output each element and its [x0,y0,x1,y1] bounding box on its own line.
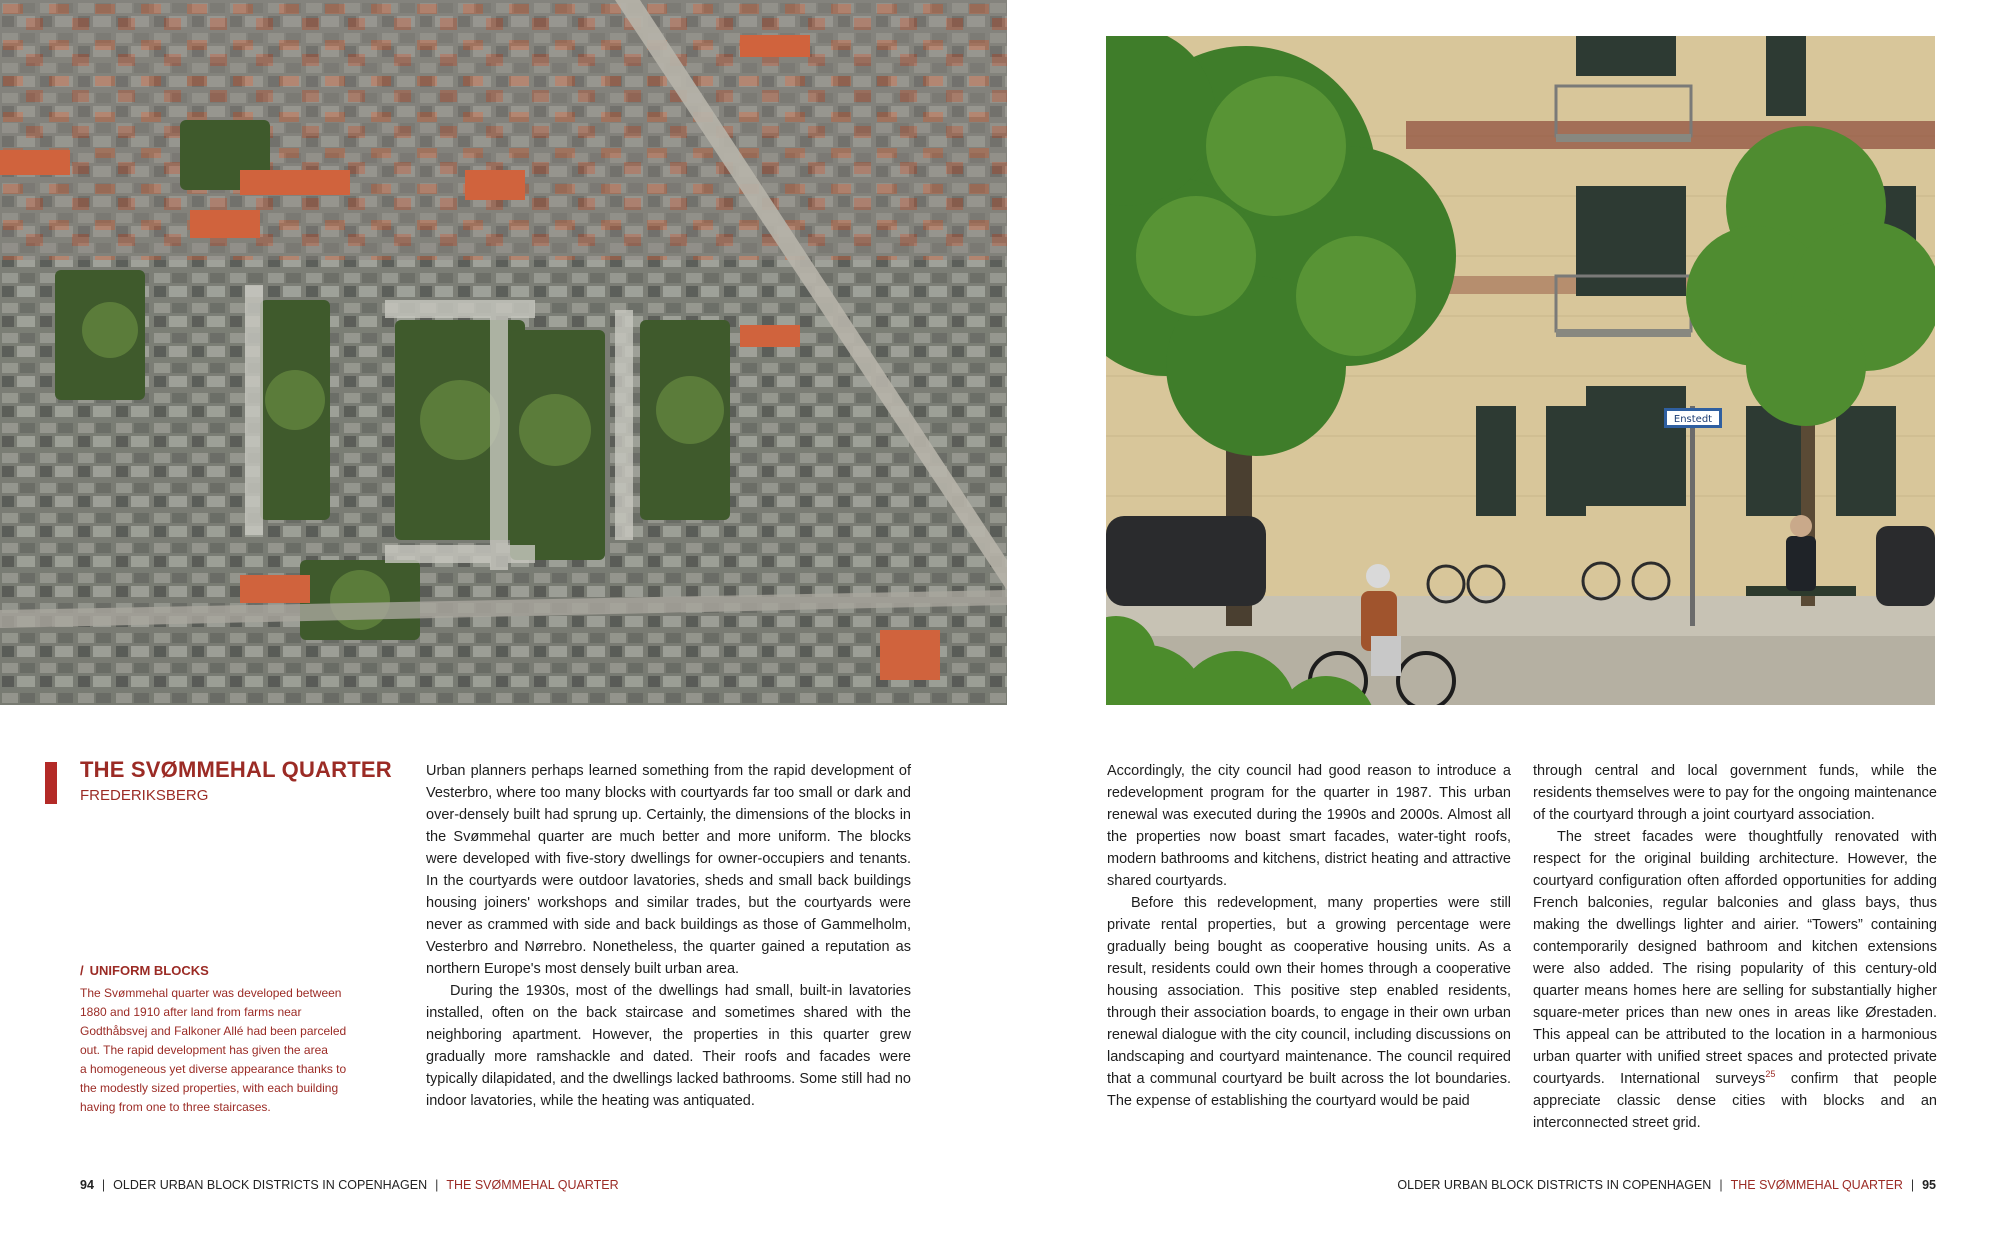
sidenote-slash: / [80,963,84,978]
section-subtitle: FREDERIKSBERG [80,787,209,804]
aerial-photo-graphic [0,0,1007,705]
sidenote-heading [80,963,350,978]
sidenote-line: The Svømmehal quarter was developed between [80,986,342,1000]
title-accent-bar [45,762,57,804]
footer-left [80,1178,619,1192]
aerial-city-photo [0,0,1007,705]
body-text: The street facades were thoughtfully renovated with respect for the original building architecture. However, the courtyard configuration often afforded opportunities for adding French balconies, regular balconies and glass bays, thus making the dwellings lighter and airier. “Towers” containing contemporarily designed bathroom and kitchen extensions were also added. The rising popularity of this century-old quarter means homes here are selling for substantially higher square-meter prices than new ones in areas like Ørestaden. This appeal can be attributed to the location in a harmonious urban quarter with unified street spaces and protected private courtyards. International surveys [1533,829,1937,1087]
sidenote-line: out. The rapid development has given the area [80,1043,328,1057]
body-column-2 [1107,760,1511,1112]
sidenote-heading-text: UNIFORM BLOCKS [89,963,209,978]
sidenote-line: 1880 and 1910 after land from farms near [80,1005,302,1019]
body-column-1 [426,760,911,1112]
footnote-ref: 25 [1765,1069,1776,1080]
footer-chapter-title: THE SVØMMEHAL QUARTER [446,1178,619,1192]
sidenote-box [80,963,350,1117]
footer-book-title: OLDER URBAN BLOCK DISTRICTS IN COPENHAGEN [113,1178,428,1192]
street-corner-photo [1106,36,1935,705]
body-paragraph: During the 1930s, most of the dwellings had small, built-in lavatories installed, often on the back staircase and sometimes shared with the neighboring apartment. However, the properties in this quarter grew gradually more ramshackle and dated. Their roofs and facades were typically dilapidated, and the dwellings lacked bathrooms. Some still had no indoor lavatories, while the heating was antiquated. [426,983,911,1109]
footer-book-title: OLDER URBAN BLOCK DISTRICTS IN COPENHAGEN [1397,1178,1712,1192]
footer-separator: | [1910,1178,1915,1192]
footer-separator: | [435,1178,439,1192]
body-paragraph [1533,826,1937,1134]
footer-chapter-title: THE SVØMMEHAL QUARTER [1730,1178,1903,1192]
sidenote-line: the modestly sized properties, with each building [80,1081,339,1095]
page-number-left: 94 [80,1178,94,1192]
street-sign-text: Enstedt [1673,414,1713,425]
page-number-right: 95 [1922,1178,1936,1192]
footer-separator: | [1719,1178,1723,1192]
body-paragraph: through central and local government funds, while the residents themselves were to pay for the ongoing maintenance of the courtyard through a joint courtyard association. [1533,763,1937,823]
body-paragraph: Urban planners perhaps learned something from the rapid development of Vesterbro, where too many blocks with courtyards far too small or dark and over-densely built had sprung up. Certainly, the dimensions of the blocks in the Svømmehal quarter are much better and more uniform. The blocks were developed with five-story dwellings for owner-occupiers and tenants. In the courtyards were outdoor lavatories, sheds and small back buildings housing joiners' workshops and similar trades, but the courtyards were never as crammed with side and back buildings as those of Gammelholm, Vesterbro and Nørrebro. Nonetheless, the quarter gained a reputation as northern Europe's most densely built urban area. [426,763,911,977]
section-title: THE SVØMMEHAL QUARTER [80,757,392,782]
footer-right [1397,1178,1936,1192]
sidenote-line: having from one to three staircases. [80,1100,271,1114]
body-paragraph: Before this redevelopment, many properties were still private rental properties, but a growing percentage were gradually being bought as cooperative housing units. As a result, residents could own their homes through a cooperative housing association. This positive step enabled residents, through their association boards, to engage in their own urban renewal dialogue with the city council, including discussions on landscaping and courtyard maintenance. The council required that a communal courtyard be built across the lot boundaries. The expense of establishing the courtyard would be paid [1107,895,1511,1109]
sidenote-line: Godthåbsvej and Falkoner Allé had been parceled [80,1024,347,1038]
body-column-3 [1533,760,1937,1134]
street-photo-graphic [1106,36,1935,705]
footer-separator: | [101,1178,106,1192]
body-text: confirm that people appreciate classic dense cities with blocks and an interconnected street grid. [1533,1071,1937,1131]
body-paragraph: Accordingly, the city council had good reason to introduce a redevelopment program for the quarter in 1987. This urban renewal was executed during the 1990s and 2000s. Almost all the properties now boast smart facades, water-tight roofs, modern bathrooms and kitchens, district heating and attractive shared courtyards. [1107,763,1511,889]
sidenote-line: a homogeneous yet diverse appearance thanks to [80,1062,347,1076]
